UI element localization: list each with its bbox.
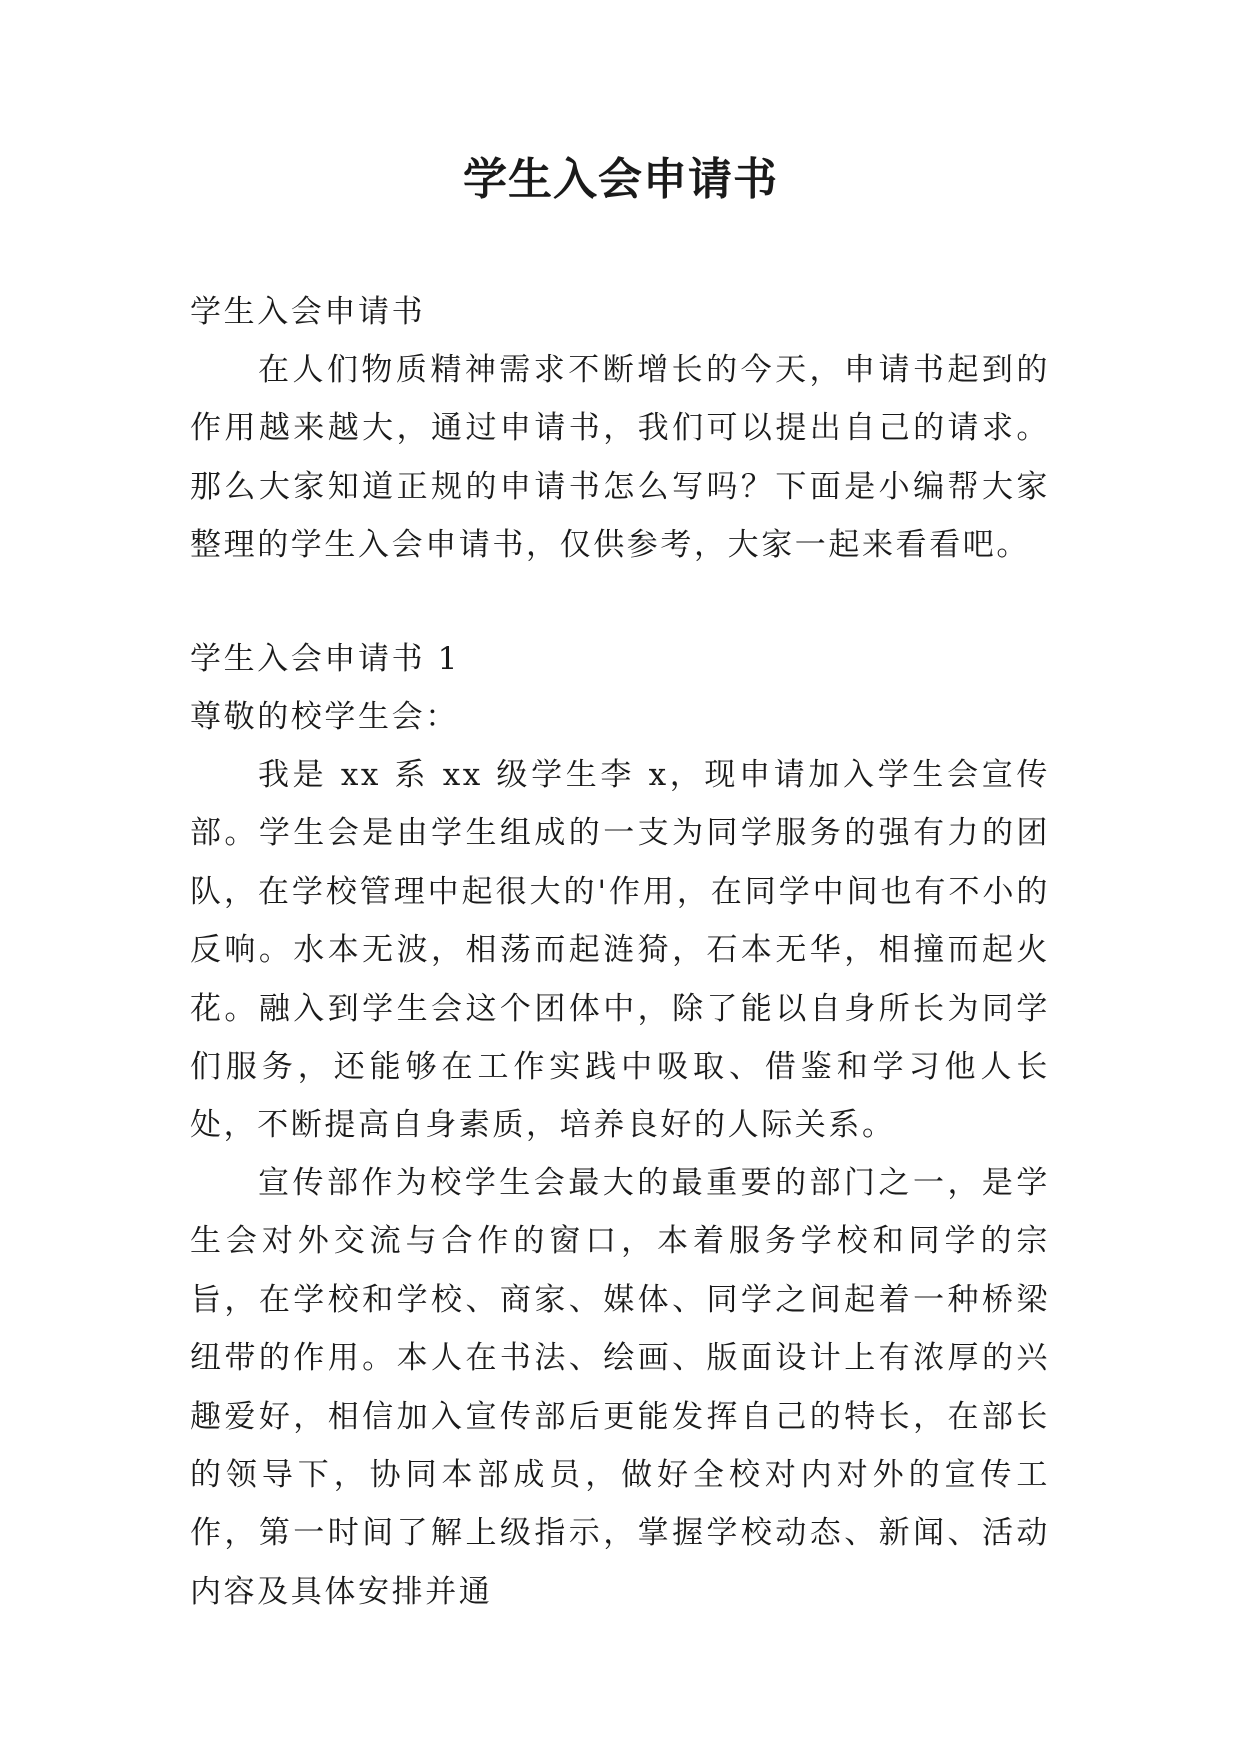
section-1-paragraph-2: 宣传部作为校学生会最大的最重要的部门之一，是学生会对外交流与合作的窗口，本着服务学校和同学的宗旨，在学校和学校、商家、媒体、同学之间起着一种桥梁纽带的作用。本人在书法、绘画、版面设计上有浓厚的兴趣爱好，相信加入宣传部后更能发挥自己的特长，在部长的领导下，协同本部成员，做好全校对内对外的宣传工作，第一时间了解上级指示，掌握学校动态、新闻、活动内容及具体安排并通 <box>190 1165 1050 1610</box>
intro-paragraph: 在人们物质精神需求不断增长的今天，申请书起到的作用越来越大，通过申请书，我们可以提出自己的请求。那么大家知道正规的申请书怎么写吗？下面是小编帮大家整理的学生入会申请书，仅供参考，大家一起来看看吧。 <box>190 352 1050 564</box>
document-title: 学生入会申请书 <box>463 154 778 205</box>
section-1-salutation: 尊敬的校学生会： <box>190 699 459 735</box>
intro-heading: 学生入会申请书 <box>190 294 426 330</box>
section-1-heading: 学生入会申请书 1 <box>190 641 460 677</box>
section-1-paragraph-1: 我是 xx 系 xx 级学生李 x，现申请加入学生会宣传部。学生会是由学生组成的一支为同学服务的强有力的团队，在学校管理中起很大的'作用，在同学中间也有不小的反响。水本无波，相荡而起涟猗，石本无华，相撞而起火花。融入到学生会这个团体中，除了能以自身所长为同学们服务，还能够在工作实践中吸取、借鉴和学习他人长处，不断提高自身素质，培养良好的人际关系。 <box>190 757 1050 1144</box>
